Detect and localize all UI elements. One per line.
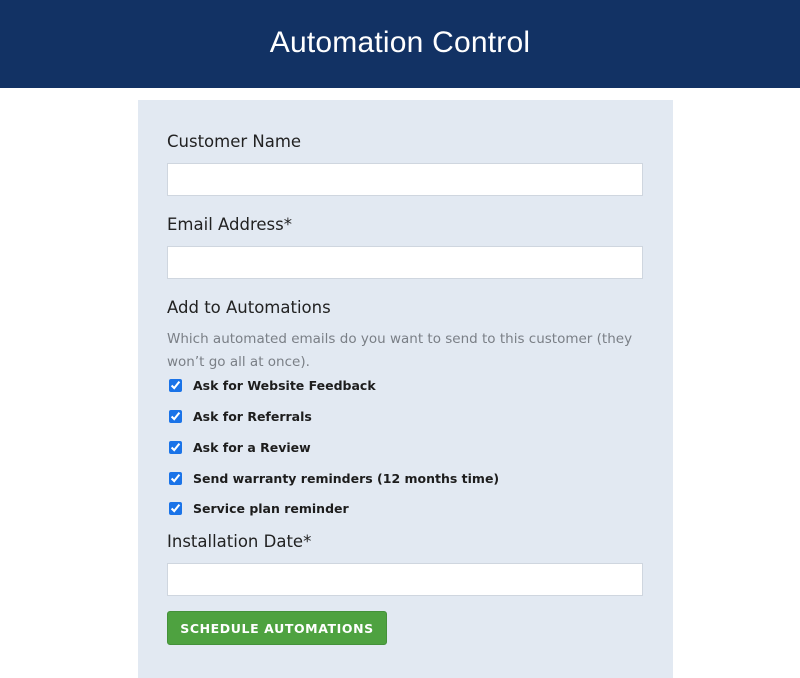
option-service-plan-reminder[interactable]: [169, 501, 349, 516]
checkbox-warranty-reminders[interactable]: [169, 472, 182, 485]
customer-name-input[interactable]: [167, 163, 643, 196]
option-website-feedback-label: Ask for Website Feedback: [193, 378, 376, 393]
checkbox-referrals[interactable]: [169, 410, 182, 423]
option-warranty-reminders-label: Send warranty reminders (12 months time): [193, 471, 500, 486]
email-address-input[interactable]: [167, 246, 643, 279]
schedule-automations-button[interactable]: SCHEDULE AUTOMATIONS: [167, 611, 387, 645]
option-website-feedback[interactable]: [169, 378, 376, 393]
option-review-label: Ask for a Review: [193, 440, 311, 455]
option-referrals[interactable]: [169, 409, 312, 424]
installation-date-input[interactable]: [167, 563, 643, 596]
checkbox-review[interactable]: [169, 441, 182, 454]
page-header: [0, 0, 800, 88]
automations-help-text: Which automated emails do you want to send to this customer (they won’t go all at once).: [167, 331, 633, 370]
checkbox-service-plan-reminder[interactable]: [169, 502, 182, 515]
option-referrals-label: Ask for Referrals: [193, 409, 312, 424]
option-review[interactable]: [169, 440, 311, 455]
automation-form: [138, 100, 673, 678]
option-warranty-reminders[interactable]: [169, 471, 499, 486]
option-service-plan-reminder-label: Service plan reminder: [193, 501, 349, 516]
checkbox-website-feedback[interactable]: [169, 379, 182, 392]
page-title: Automation Control: [269, 26, 531, 59]
customer-name-label: Customer Name: [167, 132, 302, 151]
installation-date-label: Installation Date*: [167, 532, 312, 551]
email-address-label: Email Address*: [167, 215, 292, 234]
add-to-automations-label: Add to Automations: [167, 298, 331, 317]
